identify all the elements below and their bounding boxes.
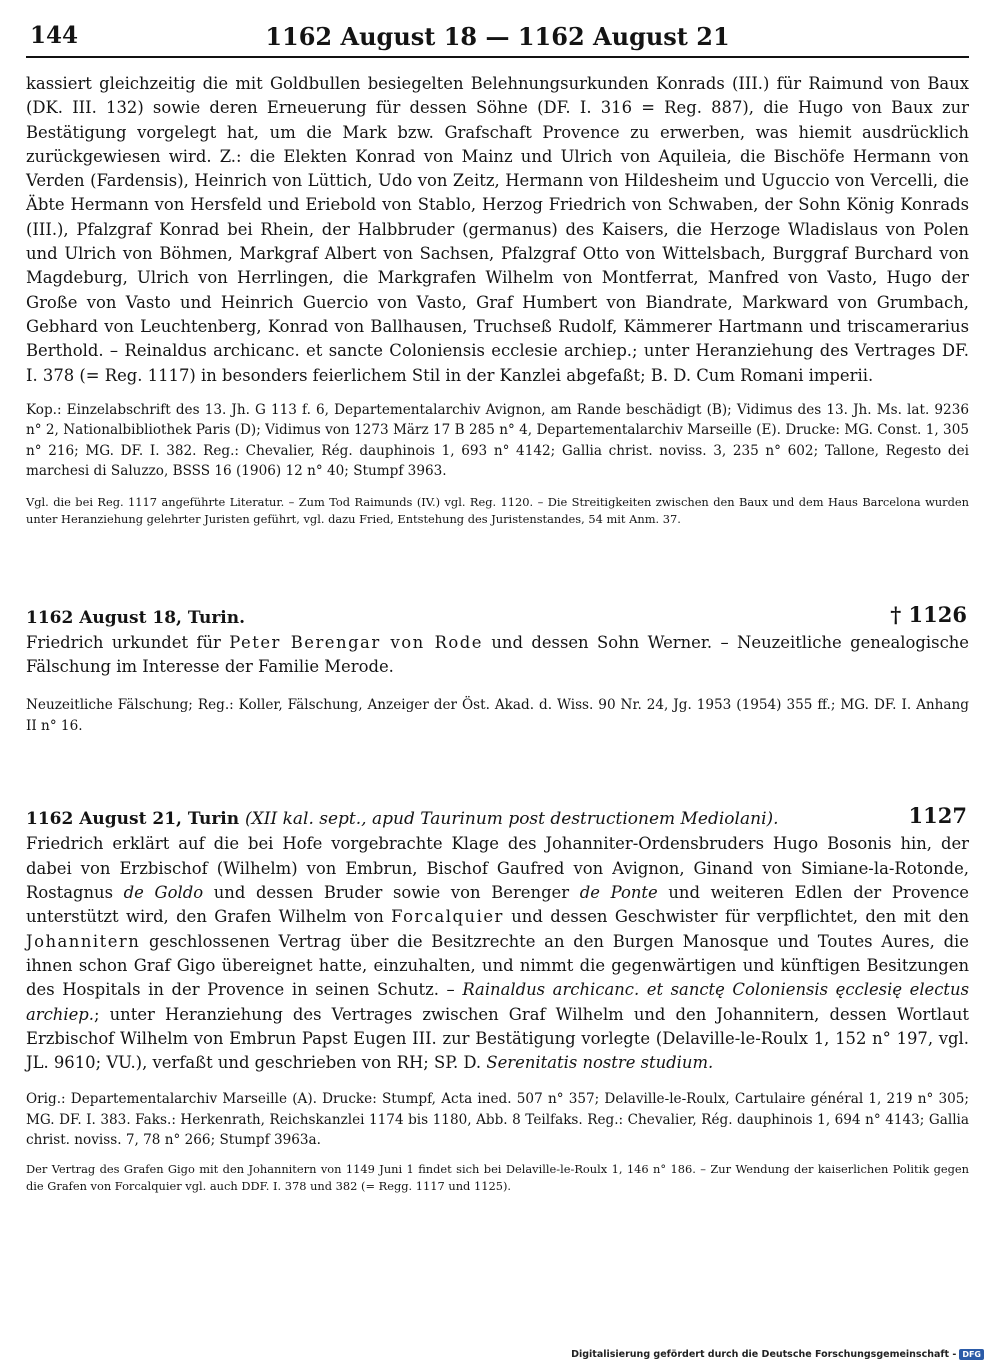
footer-text: Digitalisierung gefördert durch die Deutsche Forschungsgemeinschaft -	[571, 1349, 957, 1360]
regest-1126-sources: Neuzeitliche Fälschung; Reg.: Koller, Fälschung, Anzeiger der Öst. Akad. d. Wiss. 90 Nr. 24, Jg. 1953 (1954) 355 ff.; MG. DF. I. Anhang II n° 16.	[26, 697, 969, 734]
regest-1125-text: kassiert gleichzeitig die mit Goldbullen besiegelten Belehnungsurkunden Konrads (III.) für Raimund von Baux (DK. III. 132) sowie deren Erneuerung für dessen Söhne (DF. I. 316 = Reg. 887), die Hugo von Baux zur Bestätigung vorgelegt hat, um die Mark bzw. Grafschaft Provence zu erwerben, was hiemit ausdrücklich zurückgewiesen wird. Z.: die Elekten Konrad von Mainz und Ulrich von Aquileia, die Bischöfe Hermann von Verden (Fardensis), Heinrich von Lüttich, Udo von Zeitz, Hermann von Hildesheim und Uguccio von Vercelli, die Äbte Hermann von Hersfeld und Eriebold von Stablo, Herzog Friedrich von Schwaben, der Sohn König Konrads (III.), Pfalzgraf Konrad bei Rhein, der Halbbruder (germanus) des Kaisers, die Herzoge Wladislaus von Polen und Ulrich von Böhmen, Markgraf Albert von Sachsen, Pfalzgraf Otto von Wittelsbach, Burggraf Burchard von Magdeburg, Ulrich von Herrlingen, die Markgrafen Wilhelm von Montferrat, Manfred von Vasto, Hugo der Große von Vasto und Heinrich Guercio von Vasto, Graf Humbert von Biandrate, Markward von Grumbach, Gebhard von Leuchtenberg, Konrad von Ballhausen, Truchseß Rudolf, Kämmerer Hartmann und triscamerarius Berthold. – Reinaldus archicanc. et sancte Coloniensis ecclesie archiep.; unter Heranziehung des Vertrages DF. I. 378 (= Reg. 1117) in besonders feierlichem Stil in der Kanzlei abgefaßt; B. D. Cum Romani imperii.	[26, 74, 969, 385]
running-title: 1162 August 18 — 1162 August 21	[265, 22, 730, 51]
regest-1126-text	[26, 631, 969, 680]
regest-1127-text-b: und dessen Bruder sowie von Berenger	[213, 883, 570, 903]
page-header	[26, 22, 969, 58]
regest-1126-heading	[26, 601, 969, 631]
regest-1127-number: 1127	[908, 803, 967, 829]
regest-1127-dating-clause: (XII kal. sept., apud Taurinum post destructionem Mediolani).	[245, 809, 779, 830]
regest-1127-text-f: ; unter Heranziehung des Vertrages zwischen Graf Wilhelm und den Johannitern, dessen Wortlaut Erzbischof Wilhelm von Embrun Papst Eugen III. zur Bestätigung vorlegte (Delaville-le-Roulx 1, 152 n° 197, vgl. JL. 9610; VU.), verfaßt und geschrieben von RH; SP. D.	[26, 1004, 969, 1073]
regest-1126-text-suffix: und dessen Sohn Werner. – Neuzeitliche genealogische Fälschung im Interesse der Familie Merode.	[26, 632, 969, 677]
document-page	[26, 22, 969, 1196]
regest-1127-text-c: und weiteren Edlen der Provence unterstützt wird, den Grafen Wilhelm von	[26, 883, 969, 927]
regest-1126-number: † 1126	[890, 601, 967, 627]
regest-1127-text-e: geschlossenen Vertrag über die Besitzrechte an den Burgen Manosque und Toutes Aures, die ihnen schon Graf Gigo übereignet hatte, einzuhalten, und nimmt die gegenwärtigen und künftigen Besitzungen des Hospitals in der Provence in seinen Schutz. –	[26, 931, 970, 1000]
regest-1127-italic-c: Rainaldus archicanc. et sanctę Coloniensis ęcclesię electus archiep.	[26, 980, 969, 1024]
regest-1125-sources: Kop.: Einzelabschrift des 13. Jh. G 113 f. 6, Departementalarchiv Avignon, am Rande beschädigt (B); Vidimus des 13. Jh. Ms. lat. 9236 n° 2, Nationalbibliothek Paris (D); Vidimus von 1273 März 17 B 285 n° 4, Departementalarchiv Marseille (E). Drucke: MG. Const. 1, 305 n° 216; MG. DF. I. 382. Reg.: Chevalier, Rég. dauphinois 1, 693 n° 4142; Gallia christ. noviss. 3, 235 n° 602; Tallone, Regesto dei marchesi di Saluzzo, BSSS 16 (1906) 12 n° 40; Stumpf 3963.	[26, 401, 969, 480]
regest-1127-spaced-b: Johannitern	[26, 931, 141, 951]
digitization-footer	[571, 1349, 984, 1360]
regest-1126-text-prefix: Friedrich urkundet für	[26, 632, 221, 652]
regest-1127-text-a: Friedrich erklärt auf die bei Hofe vorgebrachte Klage des Johanniter-Ordensbruders Hugo Bosonis hin, der dabei von Erzbischof (Wilhelm) von Embrun, Bischof Gaufred von Avignon, Ginand von Simiane-la-Rotonde, Rostagnus	[26, 834, 969, 903]
regest-1127-italic-d: Serenitatis nostre studium.	[486, 1053, 714, 1073]
regest-1126-spaced-name: Peter Berengar von Rode	[229, 632, 483, 652]
dfg-logo-icon: DFG	[959, 1349, 984, 1360]
regest-1127-sources: Orig.: Departementalarchiv Marseille (A). Drucke: Stumpf, Acta ined. 507 n° 357; Delaville-le-Roulx, Cartulaire général 1, 219 n° 305; MG. DF. I. 383. Faks.: Herkenrath, Reichskanzlei 1174 bis 1180, Abb. 8 Teilfaks. Reg.: Chevalier, Rég. dauphinois 1, 694 n° 4143; Gallia christ. noviss. 7, 78 n° 266; Stumpf 3963a.	[26, 1091, 969, 1149]
regest-1127-spaced-a: Forcalquier	[391, 907, 504, 927]
regest-1127-notes: Der Vertrag des Grafen Gigo mit den Johannitern von 1149 Juni 1 findet sich bei Delaville-le-Roulx 1, 146 n° 186. – Zur Wendung der kaiserlichen Politik gegen die Grafen von Forcalquier vgl. auch DDF. I. 378 und 382 (= Regg. 1117 und 1125).	[26, 1161, 969, 1194]
regest-1127-italic-b: de Ponte	[579, 883, 658, 903]
regest-1127-italic-a: de Goldo	[123, 883, 204, 903]
regest-1127-text	[26, 832, 969, 1075]
regest-1127-date-place: 1162 August 21, Turin	[26, 809, 240, 830]
regest-1127-heading	[26, 803, 969, 832]
page-number: 144	[30, 22, 79, 49]
regest-1125-notes: Vgl. die bei Reg. 1117 angeführte Literatur. – Zum Tod Raimunds (IV.) vgl. Reg. 1120. – Die Streitigkeiten zwischen den Baux und dem Haus Barcelona wurden unter Heranziehung gelehrter Juristen geführt, vgl. dazu Fried, Entstehung des Juristenstandes, 54 mit Anm. 37.	[26, 494, 969, 527]
regest-1126-date-place: 1162 August 18, Turin.	[26, 607, 246, 628]
regest-1127-text-d: und dessen Geschwister für verpflichtet, den mit den	[511, 907, 970, 927]
